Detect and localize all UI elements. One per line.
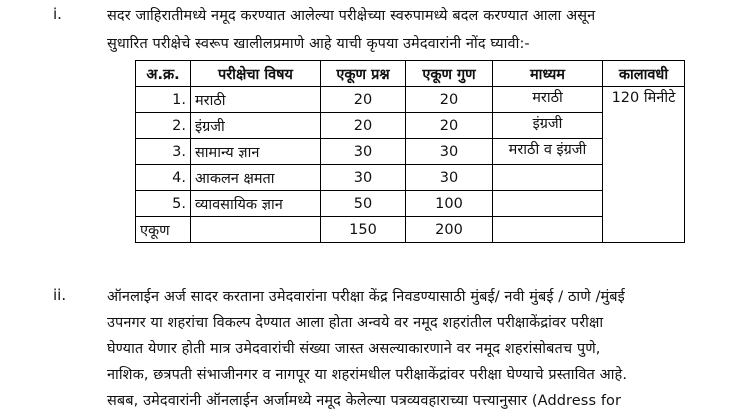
table-header-row (136, 61, 685, 87)
total-questions: 150 (321, 217, 406, 243)
total-medium-empty (493, 217, 603, 243)
row-marks: 30 (406, 139, 493, 165)
row-sr-no: 4. (136, 165, 191, 191)
row-sr-no: 3. (136, 139, 191, 165)
header-total-questions: एकूण प्रश्न (321, 61, 406, 87)
section-ii-line-2: उपनगर या शहरांचा विकल्प देण्यात आला होता अन्वये वर नमूद शहरांतील परीक्षाकेंद्रांवर परीक्षा (107, 315, 604, 331)
section-ii-marker: ii. (53, 286, 67, 304)
row-medium (493, 165, 603, 191)
row-sr-no: 2. (136, 113, 191, 139)
total-label: एकूण (136, 217, 191, 243)
section-ii-line-5: सबब, उमेदवारांनी ऑनलाईन अर्जामध्ये नमूद केलेल्या पत्रव्यवहाराच्या पत्त्यानुसार (Address for (107, 393, 622, 409)
row-questions: 50 (321, 191, 406, 217)
section-ii-line-4: नाशिक, छत्रपती संभाजीनगर व नागपूर या शहरांमधील परीक्षाकेंद्रांवर परीक्षा घेण्याचे प्रस्तावित आहे. (107, 367, 628, 383)
row-questions: 20 (321, 113, 406, 139)
section-ii-line-3: घेण्यात येणार होती मात्र उमेदवारांची संख्या जास्त असल्याकारणाने वर नमूद शहरांसोबतच पुणे, (107, 341, 601, 357)
table-row (136, 165, 685, 191)
row-questions: 30 (321, 165, 406, 191)
table-row (136, 191, 685, 217)
section-i-line-1: सदर जाहिरातीमध्ये नमूद करण्यात आलेल्या परीक्षेच्या स्वरुपामध्ये बदल करण्यात आला असून (107, 8, 596, 24)
row-medium: इंग्रजी (493, 113, 603, 139)
table-row (136, 87, 685, 113)
table-row (136, 139, 685, 165)
exam-pattern-table (135, 60, 685, 243)
row-marks: 20 (406, 87, 493, 113)
row-marks: 30 (406, 165, 493, 191)
row-marks: 20 (406, 113, 493, 139)
row-marks: 100 (406, 191, 493, 217)
total-marks: 200 (406, 217, 493, 243)
header-duration: कालावधी (603, 61, 685, 87)
row-subject: मराठी (191, 87, 321, 113)
row-subject: व्यावसायिक ज्ञान (191, 191, 321, 217)
row-subject: इंग्रजी (191, 113, 321, 139)
section-i-line-2: सुधारित परीक्षेचे स्वरूप खालीलप्रमाणे आहे याची कृपया उमेदवारांनी नोंद घ्यावी:- (107, 36, 530, 52)
header-medium: माध्यम (493, 61, 603, 87)
section-ii-line-1: ऑनलाईन अर्ज सादर करताना उमेदवारांना परीक्षा केंद्र निवडण्यासाठी मुंबई/ नवी मुंबई / ठाणे /मुंबई (107, 289, 625, 305)
row-sr-no: 5. (136, 191, 191, 217)
table-row (136, 113, 685, 139)
header-total-marks: एकूण गुण (406, 61, 493, 87)
row-subject: आकलन क्षमता (191, 165, 321, 191)
total-subject-empty (191, 217, 321, 243)
row-medium: मराठी व इंग्रजी (493, 139, 603, 165)
row-subject: सामान्य ज्ञान (191, 139, 321, 165)
row-medium: मराठी (493, 87, 603, 113)
row-sr-no: 1. (136, 87, 191, 113)
table-total-row (136, 217, 685, 243)
header-subject: परीक्षेचा विषय (191, 61, 321, 87)
section-i-marker: i. (53, 5, 62, 23)
row-questions: 20 (321, 87, 406, 113)
header-sr-no: अ.क्र. (136, 61, 191, 87)
row-medium (493, 191, 603, 217)
duration-cell: 120 मिनीटे (603, 87, 685, 243)
row-questions: 30 (321, 139, 406, 165)
